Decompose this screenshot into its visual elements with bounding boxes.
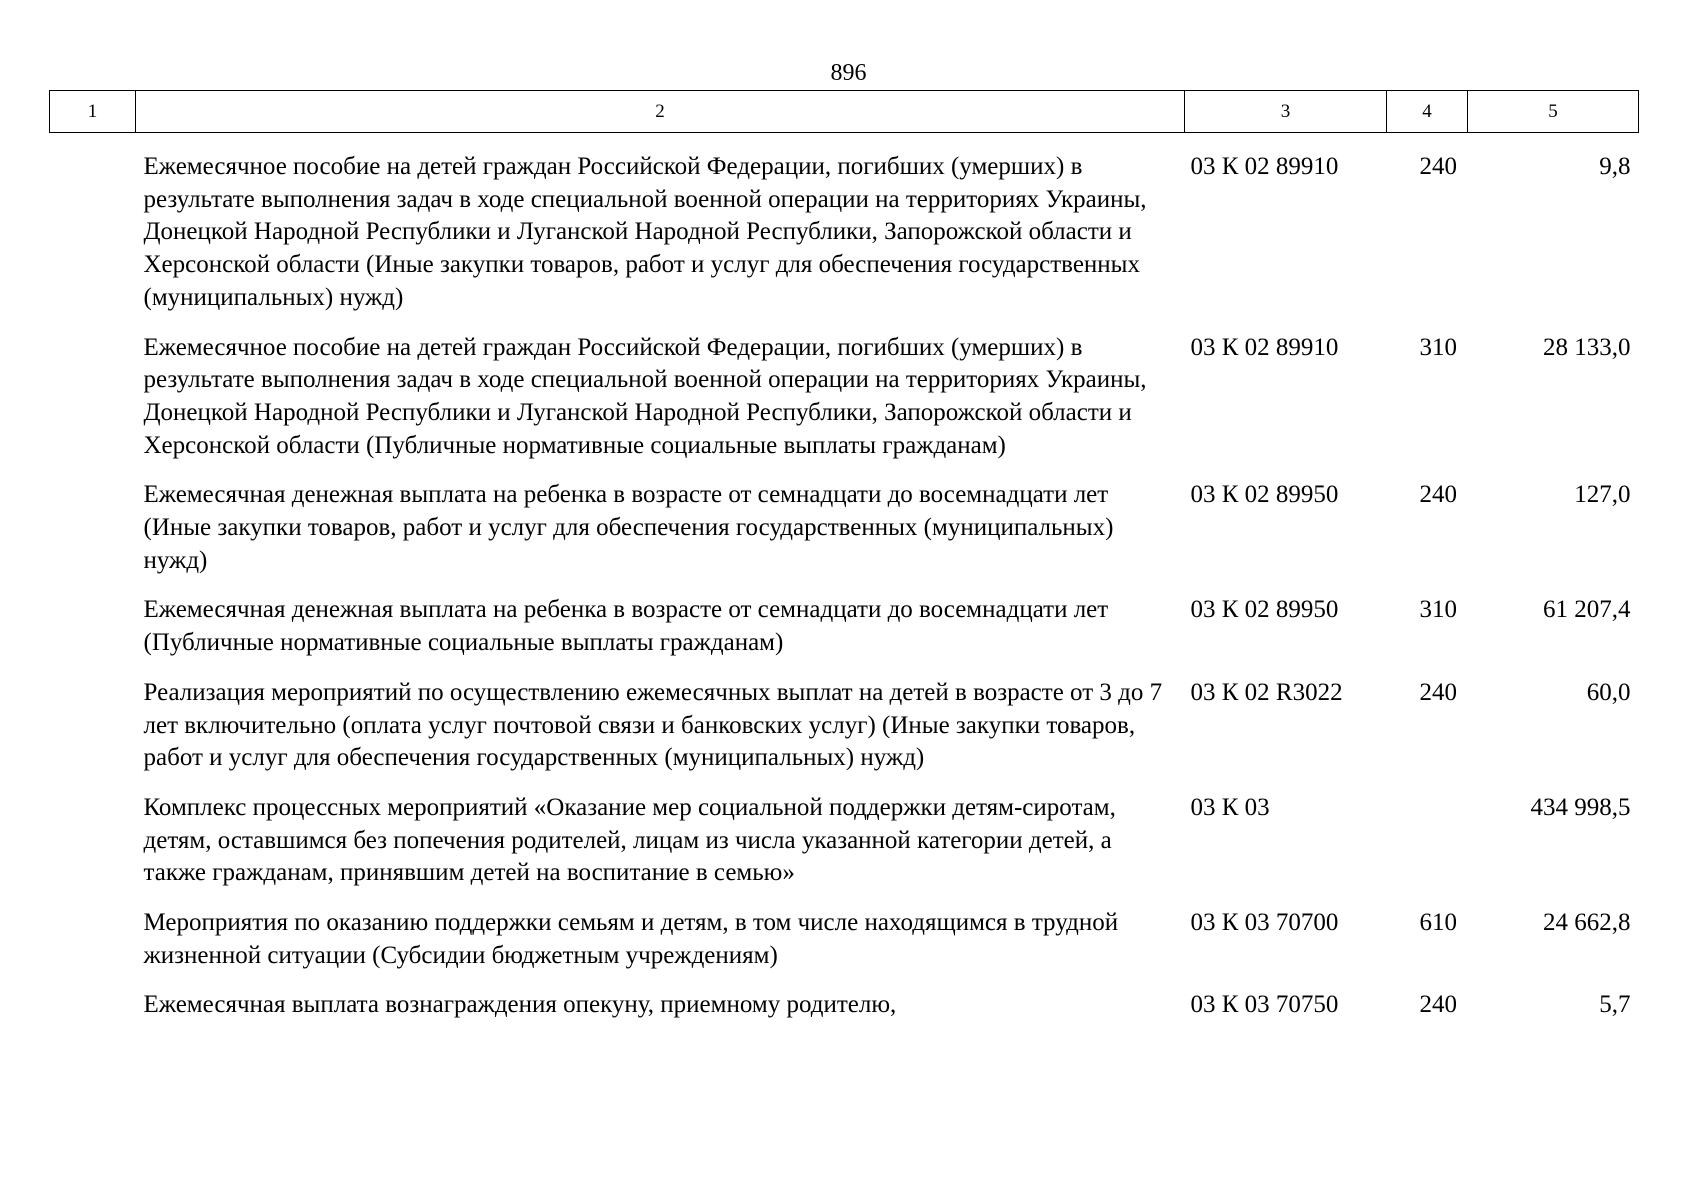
row-amount: 60,0 bbox=[1586, 678, 1631, 706]
page-number: 896 bbox=[830, 60, 867, 86]
header-col-2: 2 bbox=[136, 91, 1185, 133]
row-amount: 5,7 bbox=[1599, 991, 1631, 1019]
row-code: 03 К 02 89950 bbox=[1190, 596, 1339, 624]
row-amount: 28 133,0 bbox=[1543, 333, 1631, 361]
row-code: 03 К 03 70750 bbox=[1190, 991, 1339, 1019]
header-col-4: 4 bbox=[1387, 91, 1468, 133]
table-row bbox=[50, 479, 1639, 594]
row-vr bbox=[1387, 792, 1468, 907]
table-row bbox=[50, 792, 1639, 907]
row-code: 03 К 02 89910 bbox=[1190, 333, 1339, 361]
table-row bbox=[50, 677, 1639, 792]
row-vr: 240 bbox=[1419, 991, 1457, 1019]
row-amount: 24 662,8 bbox=[1543, 909, 1631, 937]
header-col-3: 3 bbox=[1185, 91, 1387, 133]
row-name: Комплекс процессных мероприятий «Оказание мер социальной поддержки детям-сиротам, детям, оставшимся без попечения родителей, лицам из числа указанной категории детей, а также гражданам, принявшим детей на воспитание в семью» bbox=[143, 793, 1116, 887]
budget-table bbox=[49, 90, 1639, 1039]
row-amount: 127,0 bbox=[1574, 481, 1631, 509]
row-name: Ежемесячное пособие на детей граждан Российской Федерации, погибших (умерших) в результате выполнения задач в ходе специальной военной операции на территориях Украины, Донецкой Народной Республики и Луганской Народной Республики, Запорожской области и Херсонской области (Иные закупки товаров, работ и услуг для обеспечения государственных (муниципальных) нужд) bbox=[143, 153, 1147, 311]
row-name: Ежемесячная денежная выплата на ребенка в возрасте от семнадцати до восемнадцати лет (Иные закупки товаров, работ и услуг для обеспечения государственных (муниципальных) нужд) bbox=[143, 481, 1114, 574]
row-vr: 310 bbox=[1419, 596, 1457, 624]
row-vr: 240 bbox=[1419, 678, 1457, 706]
table-row bbox=[50, 594, 1639, 676]
row-code: 03 К 03 bbox=[1190, 793, 1270, 821]
row-vr: 240 bbox=[1419, 153, 1457, 180]
row-name: Мероприятия по оказанию поддержки семьям и детям, в том числе находящимся в трудной жизненной ситуации (Субсидии бюджетным учреждениям) bbox=[143, 909, 1119, 969]
row-vr: 610 bbox=[1419, 909, 1457, 937]
row-amount: 61 207,4 bbox=[1543, 596, 1631, 624]
row-code: 03 К 02 89910 bbox=[1190, 153, 1339, 180]
row-code: 03 К 03 70700 bbox=[1190, 909, 1339, 937]
row-code: 03 К 02 R3022 bbox=[1190, 678, 1343, 706]
table-row bbox=[50, 133, 1639, 332]
table-header-row bbox=[50, 91, 1639, 133]
header-col-5: 5 bbox=[1468, 91, 1639, 133]
row-name: Ежемесячная денежная выплата на ребенка в возрасте от семнадцати до восемнадцати лет (Публичные нормативные социальные выплаты гражданам) bbox=[143, 596, 1109, 657]
table-row bbox=[50, 332, 1639, 480]
row-vr: 240 bbox=[1419, 481, 1457, 509]
header-col-1: 1 bbox=[50, 91, 136, 133]
row-code: 03 К 02 89950 bbox=[1190, 481, 1339, 509]
row-amount: 9,8 bbox=[1599, 153, 1631, 180]
row-vr: 310 bbox=[1419, 333, 1457, 361]
table-row bbox=[50, 989, 1639, 1039]
row-name: Ежемесячное пособие на детей граждан Российской Федерации, погибших (умерших) в результате выполнения задач в ходе специальной военной операции на территориях Украины, Донецкой Народной Республики и Луганской Народной Республики, Запорожской области и Херсонской области (Публичные нормативные социальные выплаты гражданам) bbox=[143, 333, 1147, 459]
row-name: Ежемесячная выплата вознаграждения опекуну, приемному родителю, bbox=[143, 991, 897, 1019]
row-amount: 434 998,5 bbox=[1530, 793, 1631, 821]
row-name: Реализация мероприятий по осуществлению ежемесячных выплат на детей в возрасте от 3 до 7 лет включительно (оплата услуг почтовой связи и банковских услуг) (Иные закупки товаров, работ и услуг для обеспечения государственных (муниципальных) нужд) bbox=[143, 678, 1163, 772]
table-row bbox=[50, 907, 1639, 989]
